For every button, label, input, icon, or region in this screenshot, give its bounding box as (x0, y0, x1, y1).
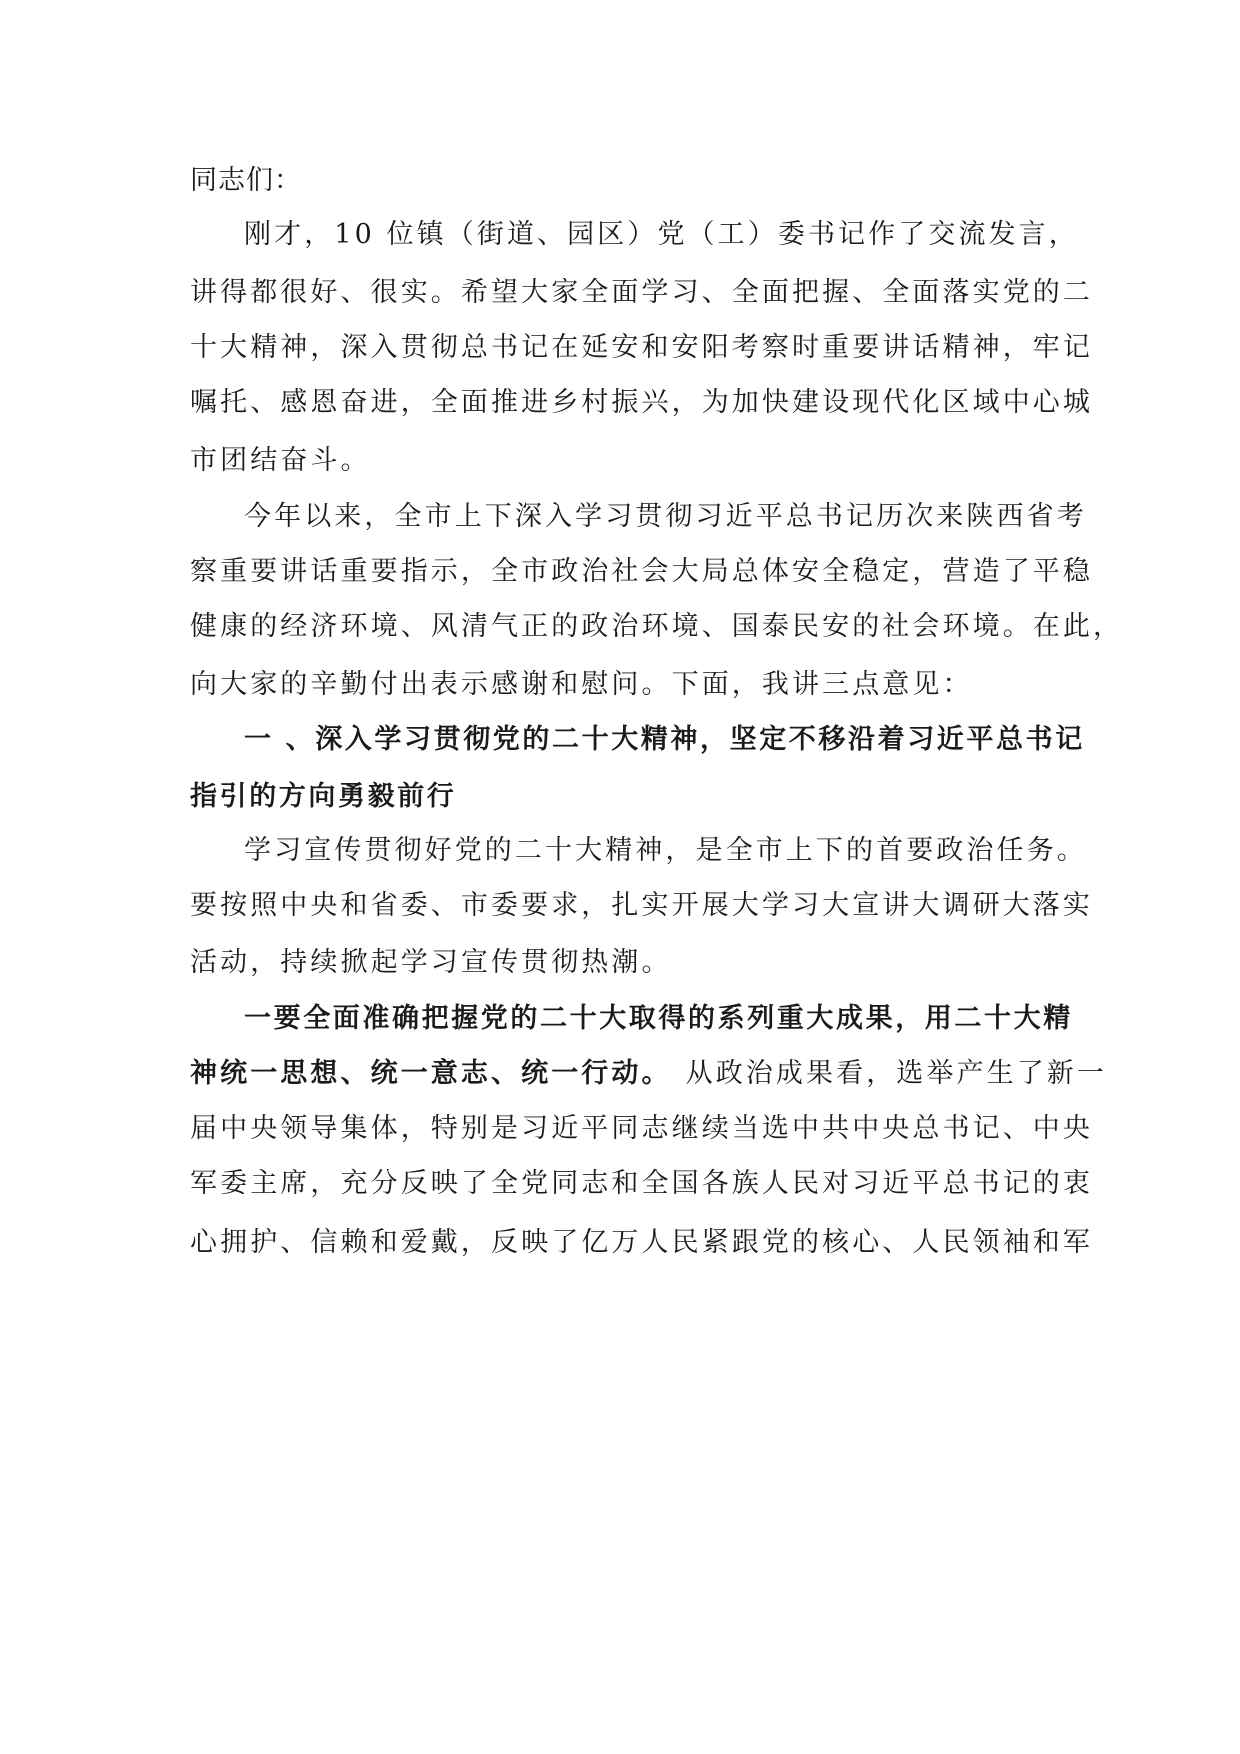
section-heading-1-line: 指引的方向勇毅前行 (190, 781, 457, 812)
paragraph-4-bold-line: 一要全面准确把握党的二十大取得的系列重大成果，用二十大精 (244, 1003, 1073, 1034)
paragraph-3-line: 要按照中央和省委、市委要求，扎实开展大学习大宣讲大调研大落实 (190, 890, 1093, 921)
paragraph-3-line: 学习宣传贯彻好党的二十大精神，是全市上下的首要政治任务。 (244, 835, 1087, 866)
paragraph-4-bold-lead: 神统一思想、统一意志、统一行动。 (190, 1058, 672, 1089)
paragraph-2-line: 察重要讲话重要指示，全市政治社会大局总体安全稳定，营造了平稳 (190, 556, 1093, 587)
paragraph-4-line: 军委主席，充分反映了全党同志和全国各族人民对习近平总书记的衷 (190, 1168, 1093, 1199)
paragraph-2-line: 向大家的辛勤付出表示感谢和慰问。下面，我讲三点意见： (190, 669, 973, 700)
section-heading-1-line: 一 、深入学习贯彻党的二十大精神，坚定不移沿着习近平总书记 (244, 724, 1085, 755)
paragraph-2-line: 健康的经济环境、风清气正的政治环境、国泰民安的社会环境。在此， (190, 611, 1124, 642)
paragraph-4-line (190, 1057, 1108, 1091)
paragraph-1-line: 嘱托、感恩奋进，全面推进乡村振兴，为加快建设现代化区域中心城 (190, 387, 1093, 418)
paragraph-4-line: 届中央领导集体，特别是习近平同志继续当选中共中央总书记、中央 (190, 1113, 1093, 1144)
paragraph-4-line: 心拥护、信赖和爱戴，反映了亿万人民紧跟党的核心、人民领袖和军 (190, 1227, 1093, 1258)
greeting-line: 同志们： (190, 165, 302, 196)
paragraph-1-line: 市团结奋斗。 (190, 445, 371, 476)
paragraph-2-line: 今年以来，全市上下深入学习贯彻习近平总书记历次来陕西省考 (244, 501, 1087, 532)
paragraph-1-line: 十大精神，深入贯彻总书记在延安和安阳考察时重要讲话精神，牢记 (190, 332, 1093, 363)
paragraph-1-line: 讲得都很好、很实。希望大家全面学习、全面把握、全面落实党的二 (190, 277, 1093, 308)
paragraph-3-line: 活动，持续掀起学习宣传贯彻热潮。 (190, 947, 672, 978)
paragraph-1-line: 刚才，10 位镇（街道、园区）党（工）委书记作了交流发言， (244, 219, 1079, 250)
paragraph-4-line-rest: 从政治成果看，选举产生了新一 (685, 1058, 1108, 1089)
